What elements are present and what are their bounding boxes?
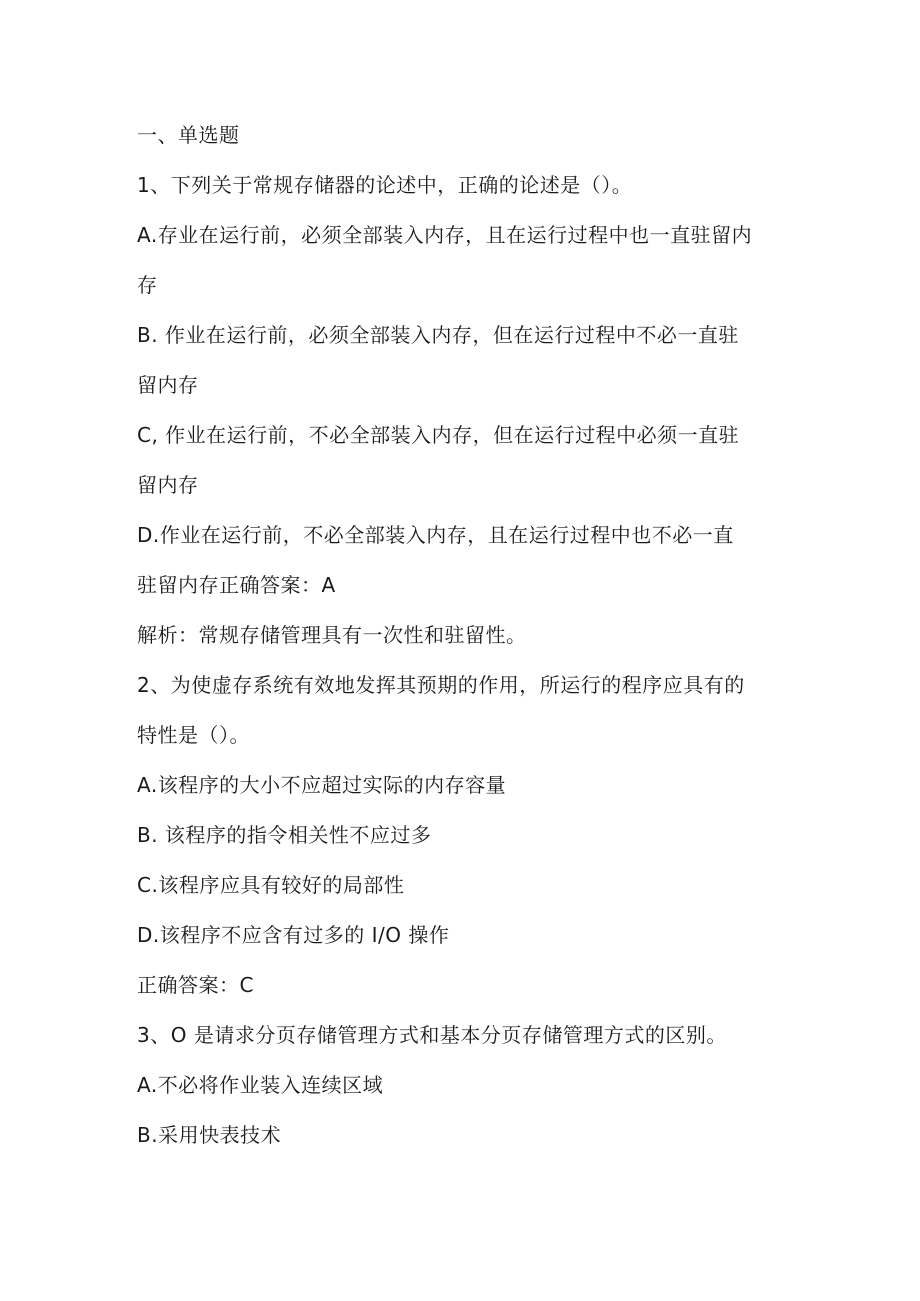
question-2-option-c: C.该程序应具有较好的局部性 (137, 873, 405, 897)
question-2-stem-continued: 特性是（）。 (137, 723, 250, 747)
question-2-answer: 正确答案：C (137, 973, 254, 997)
question-1-option-d: D.作业在运行前，不必全部装入内存，且在运行过程中也不必一直 (137, 523, 734, 547)
question-1-option-c-continued: 留内存 (137, 473, 199, 497)
question-1-explanation: 解析：常规存储管理具有一次性和驻留性。 (137, 623, 527, 647)
question-2-stem: 2、为使虚存系统有效地发挥其预期的作用，所运行的程序应具有的 (137, 673, 745, 697)
question-2-option-d: D.该程序不应含有过多的 I/O 操作 (137, 923, 450, 947)
question-1-stem: 1、下列关于常规存储器的论述中，正确的论述是（）。 (137, 173, 633, 197)
question-1-option-b-continued: 留内存 (137, 373, 199, 397)
question-2-option-a: A.该程序的大小不应超过实际的内存容量 (137, 773, 507, 797)
question-1-option-a-continued: 存 (137, 273, 158, 297)
question-1-answer: 驻留内存正确答案：A (137, 573, 336, 597)
question-3-option-b: B.采用快表技术 (137, 1123, 282, 1147)
section-heading: 一、单选题 (137, 123, 240, 147)
question-1-option-c: C, 作业在运行前，不必全部装入内存，但在运行过程中必须一直驻 (137, 423, 740, 447)
question-1-option-a: A.存业在运行前，必须全部装入内存，且在运行过程中也一直驻留内 (137, 223, 753, 247)
question-1-option-b: B. 作业在运行前，必须全部装入内存，但在运行过程中不必一直驻 (137, 323, 739, 347)
question-3-option-a: A.不必将作业装入连续区域 (137, 1073, 384, 1097)
question-3-stem: 3、O 是请求分页存储管理方式和基本分页存储管理方式的区别。 (137, 1023, 727, 1047)
question-2-option-b: B. 该程序的指令相关性不应过多 (137, 823, 432, 847)
